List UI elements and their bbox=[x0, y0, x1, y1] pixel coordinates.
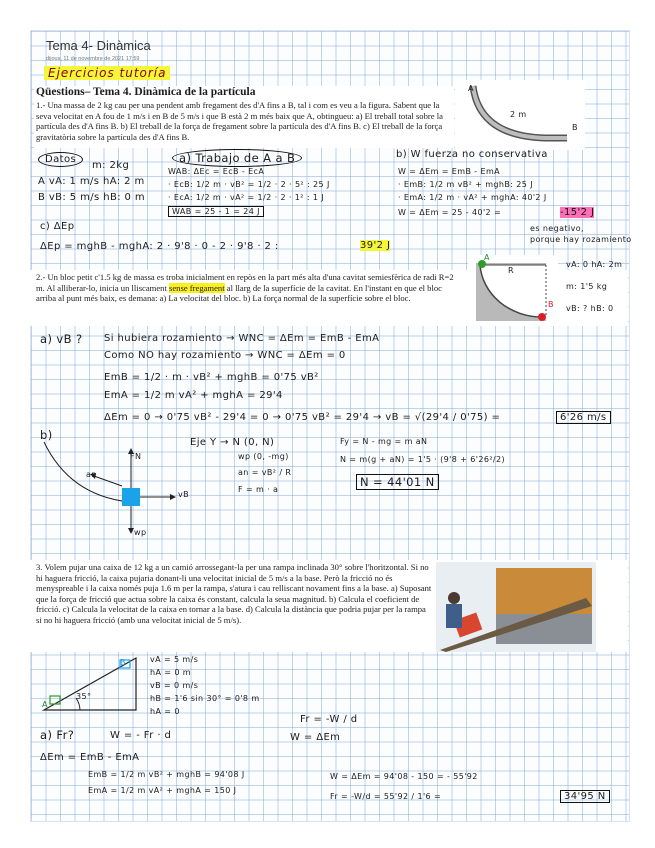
p3-part-a-line: W = - Fr · d bbox=[110, 730, 172, 741]
p1-part-b-note-1: es negativo, bbox=[530, 224, 584, 233]
p1-part-b-line-1: W = ΔEm = EmB - EmA bbox=[398, 167, 501, 176]
p2-part-b-line-1: Eje Y → N (0, N) bbox=[190, 437, 275, 448]
p2-part-a-label: a) vB ? bbox=[40, 332, 83, 346]
section-heading: Qüestions– Tema 4. Dinàmica de la partícula bbox=[36, 86, 256, 98]
problem3-statement: 3. Volem pujar una caixa de 12 kg a un camió arrossegant-la per una rampa inclinada 30° sobre l'horitzontal. Si no hi haguera fricció, la caixa pujaria donant-li una velocitat inicial de 5 m/s a la base. Però la fricció no és menyspreable i la caixa només puja 1.6 m per la rampa, s'atura i cau relliscant novament fins a la base. a) Suposant que la força de fricció que actua sobre la caixa és constant, calcula la seua magnitud. b) Calcula el coeficient de fricció. c) Calcula la velocitat de la caixa en tornar a la base. d) Calcula la distància que podria pujar per la rampa si no hi haguera fricció (amb una velocitat inicial de 5 m/s). bbox=[36, 562, 432, 625]
problem1-figure-label-b: B bbox=[572, 123, 578, 132]
problem2-statement bbox=[36, 272, 454, 304]
p1-part-b-line-3: · EmA: 1/2 m · vA² + mghA: 40'2 J bbox=[398, 193, 547, 202]
p2-part-b-system-1: Fy = N - mg = m aN bbox=[340, 437, 428, 446]
p2-given-3: vB: ? hB: 0 bbox=[566, 304, 614, 313]
p1-part-b-line-2: · EmB: 1/2 m vB² + mghB: 25 J bbox=[398, 180, 533, 189]
p2-free-body-diagram bbox=[40, 436, 210, 536]
p3-given-2: hA = 0 m bbox=[150, 668, 191, 677]
problem1-figure-height: 2 m bbox=[510, 110, 527, 119]
ramp-angle: 35° bbox=[76, 692, 92, 701]
p3-part-a-label: a) Fr? bbox=[40, 728, 75, 742]
p3-part-a-line-2: EmB = 1/2 m vB² + mghB = 94'08 J bbox=[88, 770, 245, 779]
p2-part-b-line-4: F = m · a bbox=[238, 485, 279, 494]
p3-part-a-result: 34'95 N bbox=[560, 790, 610, 803]
p1-part-b-label: b) W fuerza no conservativa bbox=[396, 149, 548, 160]
problem2-figure-radius: R bbox=[508, 266, 514, 275]
p1-part-b-result: -15'2 J bbox=[560, 207, 595, 218]
data-label: Datos bbox=[38, 152, 83, 167]
p2-part-b-result: N = 44'01 N bbox=[356, 474, 439, 490]
p2-given-1: vA: 0 hA: 2m bbox=[566, 260, 623, 269]
p2-part-a-line-1: Si hubiera rozamiento → WNC = ΔEm = EmB - EmA bbox=[104, 333, 380, 344]
p2-part-a-line-2: Como NO hay rozamiento → WNC = ΔEm = 0 bbox=[104, 350, 346, 361]
p3-given-4: hB = 1'6 sin 30° = 0'8 m bbox=[150, 694, 260, 703]
p3-part-a-line-3: EmA = 1/2 m vA² + mghA = 150 J bbox=[88, 786, 237, 795]
ramp-label-b: B bbox=[120, 658, 126, 667]
p2-part-b-system-2: N = m(g + aN) = 1'5 · (9'8 + 6'26²/2) bbox=[340, 455, 506, 464]
p2-part-a-result: 6'26 m/s bbox=[556, 411, 611, 424]
p1-part-a-line-2: · EcB: 1/2 m · vB² = 1/2 · 2 · 5² : 25 J bbox=[168, 180, 330, 189]
p1-part-a-line-3: · EcA: 1/2 m · vA² = 1/2 · 2 · 1² : 1 J bbox=[168, 193, 325, 202]
page-date: dijous, 11 de novembre de 2021 17:59 bbox=[46, 56, 140, 62]
p1-part-b-line-4: W = ΔEm = 25 - 40'2 = bbox=[398, 208, 502, 217]
p3-part-a-work: W = ΔEm = 94'08 - 150 = - 55'92 bbox=[330, 772, 478, 781]
p1-part-c-result: 39'2 J bbox=[360, 240, 391, 251]
p1-part-b-note-2: porque hay rozamiento bbox=[530, 235, 632, 244]
p3-part-a-line-1: ΔEm = EmB - EmA bbox=[40, 752, 140, 763]
p2-part-b-label: b) bbox=[40, 428, 53, 442]
p3-given-5: hA = 0 bbox=[150, 707, 180, 716]
p1-part-c-line: ΔEp = mghB - mghA: 2 · 9'8 · 0 - 2 · 9'8 · 2 : bbox=[40, 241, 279, 252]
p2-given-2: m: 1'5 kg bbox=[566, 282, 608, 291]
data-line-mass: m: 2kg bbox=[92, 160, 130, 171]
p3-part-a-fr: Fr = -W/d = 55'92 / 1'6 = bbox=[330, 792, 442, 801]
problem2-figure-label-b: B bbox=[548, 300, 554, 309]
problem1-figure-label-a: A bbox=[468, 84, 474, 93]
highlighted-title: Ejercicios tutoría bbox=[44, 66, 170, 80]
p3-given-3: vB = 0 m/s bbox=[150, 681, 199, 690]
p1-part-a-result: WAB = 25 - 1 = 24 J bbox=[168, 206, 264, 217]
p3-given-1: vA = 5 m/s bbox=[150, 655, 199, 664]
p2-part-a-line-5: ΔEm = 0 → 0'75 vB² - 29'4 = 0 → 0'75 vB² = 29'4 → vB = √(29'4 / 0'75) = bbox=[104, 412, 501, 423]
diagram-weight-label: wp bbox=[134, 528, 147, 537]
data-line-a: A vA: 1 m/s hA: 2 m bbox=[38, 176, 145, 187]
p2-part-a-line-4: EmA = 1/2 m vA² + mghA = 29'4 bbox=[104, 390, 283, 401]
p1-part-a-label: a) Trabajo de A a B bbox=[172, 149, 302, 167]
data-line-b: B vB: 5 m/s hB: 0 m bbox=[38, 192, 146, 203]
p2-part-b-line-3: an = vB² / R bbox=[238, 468, 292, 477]
diagram-normal-label: FN bbox=[130, 452, 142, 461]
problem1-statement: 1.- Una massa de 2 kg cau per una pendent amb fregament des d'A fins a B, tal i com es veu a la figura. Sabent que la seva velocitat en A fou de 1 m/s i en B de 5 m/s i que B està 2 m més baix que A, obtingueu: a) El treball total sobre la partícula des d'A fins B. b) El treball de la força de fregament sobre la partícula des d'A fins B. c) El treball de la força gravitatòria sobre la partícula des d'A fins B. bbox=[36, 100, 443, 142]
problem2-text-after: al llarg de la superfície de la cavitat. En l'instant en que el bloc arriba al punt més baix, es demana: a) La velocitat del bloc. b) La força normal de la superfície sobre el bloc. bbox=[36, 282, 442, 304]
ramp-label-a: A bbox=[42, 700, 48, 709]
problem2-highlight: sense fregament bbox=[169, 282, 225, 293]
p3-part-a-alt: W = ΔEm bbox=[290, 732, 341, 743]
problem2-figure-label-a: A bbox=[484, 253, 490, 262]
p1-part-a-line-1: WAB: ΔEc = EcB - EcA bbox=[168, 167, 265, 176]
p2-part-a-line-3: EmB = 1/2 · m · vB² + mghB = 0'75 vB² bbox=[104, 372, 319, 383]
p3-part-a-formula: Fr = -W / d bbox=[300, 714, 358, 725]
diagram-accel-label: an bbox=[86, 470, 97, 479]
diagram-velocity-label: vB bbox=[178, 490, 190, 499]
p2-part-b-line-2: wp (0, -mg) bbox=[238, 452, 289, 461]
p1-part-c-label: c) ΔEp bbox=[40, 221, 75, 232]
problem3-photo bbox=[436, 562, 596, 652]
problem2-text-before: 2.- Un bloc petit c'1.5 kg de massa es troba inicialment en repòs en la part més alta d'una cavitat semiesfèrica de radi R=2 m. Al alliberar-lo, inicia un lliscament bbox=[36, 272, 454, 293]
page-title: Tema 4- Dinàmica bbox=[46, 38, 151, 53]
